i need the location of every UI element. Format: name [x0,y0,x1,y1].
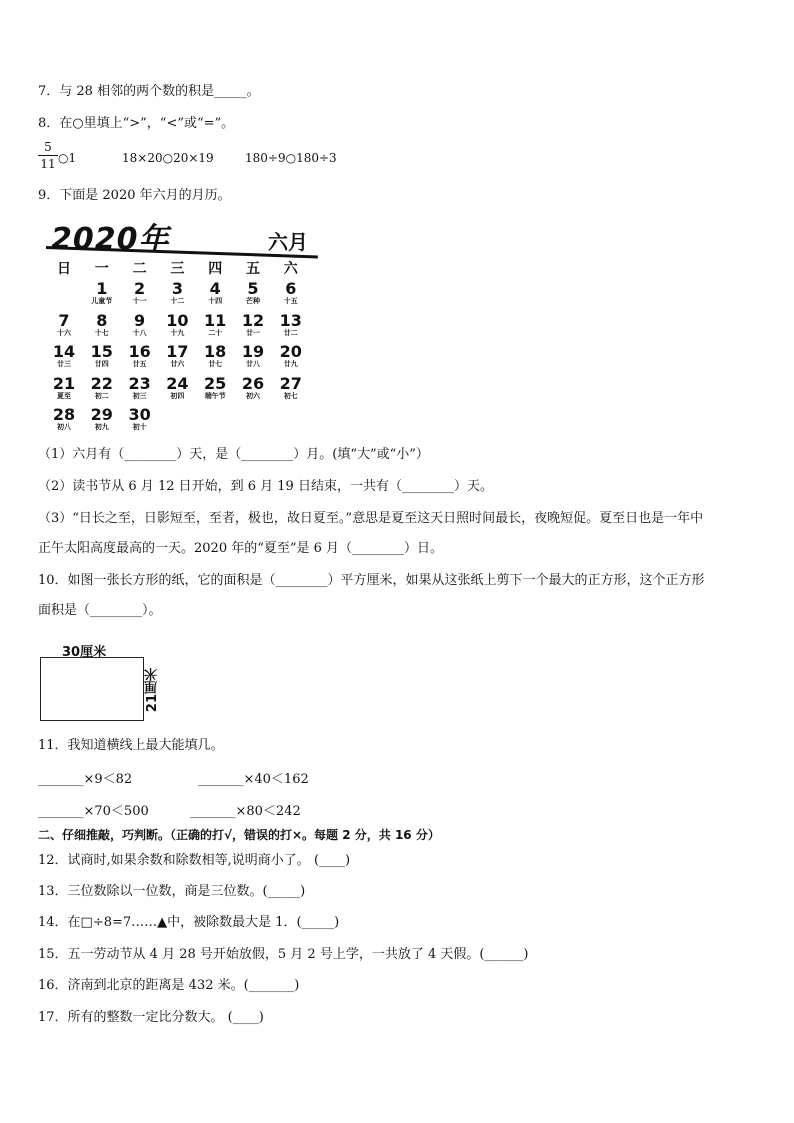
calendar-day-number: 28 [52,405,76,424]
question-14: 14．在□÷8=7……▲中，被除数最大是 1．(_____) [38,915,340,930]
rectangle-figure [40,657,144,721]
calendar-day-lunar: 初九 [94,423,109,431]
calendar-weekday: 三 [170,261,185,277]
calendar-weekday: 四 [208,261,223,277]
calendar-day [159,343,195,369]
rect-width-label: 30厘米 [62,645,107,660]
calendar-day-number: 14 [52,342,76,361]
calendar-day [197,343,233,369]
calendar-day [46,343,82,369]
calendar-day [122,406,158,432]
question-9-3-line1: （3）“日长之至，日影短至，至者，极也，故日夏至。”意思是夏至这天日照时间最长，夜晚短促。夏至日也是一年中 [38,511,704,526]
section-2-heading: 二、仔细推敲，巧判断。（正确的打√，错误的打×。每题 2 分，共 16 分） [38,828,440,842]
calendar-day-number: 30 [128,405,151,424]
calendar-day-lunar: 十五 [283,297,298,305]
calendar-day [122,312,158,338]
calendar-day-number: 17 [166,342,189,361]
calendar-day [122,280,158,306]
calendar-day-number: 19 [241,342,265,361]
calendar-day-lunar: 初十 [132,423,147,431]
question-7: 7．与 28 相邻的两个数的积是_____。 [38,84,260,99]
fraction [38,140,58,171]
calendar-day-lunar: 廿九 [283,360,298,368]
calendar-weekday: 六 [283,261,298,277]
calendar-day-lunar: 端午节 [204,391,226,400]
calendar-year: 2020年 [51,222,170,257]
inequality-3: _______×70＜500 [38,804,149,819]
question-16: 16．济南到北京的距离是 432 米。(_______) [38,978,300,993]
calendar-day-number: 20 [279,342,302,361]
calendar-day [273,343,309,369]
calendar-day [197,312,233,338]
compare-item-3: 180÷9○180÷3 [245,151,337,165]
calendar-day [122,375,158,401]
fraction-bar [38,155,58,156]
calendar-day-number: 2 [134,279,146,298]
calendar-day-lunar: 十四 [208,297,223,305]
calendar-day [84,343,120,369]
calendar-day [46,406,82,432]
calendar-day [84,375,120,401]
calendar-day-number: 23 [128,373,151,393]
calendar-day [84,406,120,432]
calendar-day-lunar: 二十 [208,328,223,337]
calendar-day [197,280,233,306]
calendar-weekday: 五 [246,261,260,277]
calendar-day-lunar: 廿四 [94,360,109,368]
calendar-day-number: 24 [166,373,189,393]
calendar-day [273,280,309,306]
calendar-day-number: 21 [52,373,76,393]
calendar-day-number: 4 [209,279,221,298]
calendar-day [197,375,233,401]
calendar-weekday: 二 [132,261,147,277]
question-9-3-line2: 正午太阳高度最高的一天。2020 年的“夏至”是 6 月（________）日。 [38,541,444,556]
inequality-1: _______×9＜82 [38,772,133,787]
question-9-1: （1）六月有（________）天，是（________）月。(填“大”或“小”） [38,447,429,462]
calendar-day [235,280,271,306]
compare-item-1: ○1 [58,151,77,165]
calendar-day [235,343,271,369]
fraction-numerator: 5 [44,140,52,154]
calendar-day-number: 18 [204,342,227,361]
calendar-day-number: 15 [90,342,113,361]
calendar-day-number: 12 [241,310,265,330]
question-9-2: （2）读书节从 6 月 12 日开始，到 6 月 19 日结束，一共有（________）天。 [38,479,493,494]
calendar-day-lunar: 廿五 [132,360,147,368]
calendar-weekday: 日 [57,261,71,277]
fraction-denominator: 11 [40,157,56,171]
calendar-day-lunar: 初三 [132,391,147,400]
calendar-day [46,375,82,401]
question-10-line1: 10．如图一张长方形的纸，它的面积是（________）平方厘米，如果从这张纸上剪下一个最大的正方形，这个正方形 [38,573,705,588]
calendar-day-lunar: 十一 [132,297,147,305]
question-9: 9．下面是 2020 年六月的月历。 [38,188,231,203]
calendar-day [235,312,271,338]
calendar-month: 六月 [268,230,308,254]
calendar-day-number: 11 [204,310,227,330]
calendar-day-lunar: 初四 [170,391,185,400]
calendar-day-lunar: 十八 [132,328,147,337]
calendar-day [235,375,271,401]
calendar-day-number: 27 [279,373,302,393]
calendar-day [122,343,158,369]
calendar-day [159,280,195,306]
calendar-day-number: 3 [171,279,183,298]
calendar-day [273,312,309,338]
calendar-day-lunar: 廿二 [283,328,298,337]
calendar-day [84,312,120,338]
rect-height-label: 21厘米 [145,668,160,713]
calendar-day-lunar: 十七 [94,328,109,337]
calendar-day-number: 26 [241,373,265,393]
calendar-day-lunar: 十九 [170,328,185,337]
calendar-day-number: 5 [247,279,259,298]
calendar-day-lunar: 初七 [283,391,298,400]
calendar-day-number: 10 [166,310,189,330]
calendar-day-number: 8 [96,310,108,330]
inequality-4: _______×80＜242 [190,804,301,819]
calendar-day-number: 7 [58,310,70,330]
question-10-line2: 面积是（________）。 [38,603,162,618]
calendar-day [159,375,195,401]
calendar-day [84,280,120,306]
question-13: 13．三位数除以一位数，商是三位数。(_____) [38,884,306,899]
calendar-day-lunar: 十六 [57,328,71,337]
calendar-day [46,312,82,338]
compare-item-2: 18×20○20×19 [122,151,214,165]
calendar-day-lunar: 廿八 [246,360,260,368]
calendar-day-lunar: 廿三 [57,360,71,368]
calendar-day-lunar: 廿七 [208,360,223,368]
calendar-day-lunar: 芒种 [246,297,260,305]
calendar-day-number: 29 [90,405,113,424]
question-15: 15．五一劳动节从 4 月 28 号开始放假，5 月 2 号上学，一共放了 4 天假。(______) [38,947,529,962]
calendar-day-number: 6 [285,279,297,298]
question-17: 17．所有的整数一定比分数大。 (____) [38,1010,264,1025]
calendar-day-lunar: 十二 [170,297,185,305]
calendar-day-lunar: 初八 [57,423,71,431]
calendar-weekday: 一 [94,261,109,277]
calendar-day-number: 13 [279,310,302,330]
calendar-image [46,212,320,438]
calendar-day-lunar: 初六 [246,391,260,400]
calendar-day-lunar: 儿童节 [91,297,113,305]
calendar-day [159,312,195,338]
calendar-day-lunar: 廿六 [170,360,185,368]
question-11: 11．我知道横线上最大能填几。 [38,738,224,753]
inequality-2: _______×40＜162 [198,772,309,787]
calendar-day-number: 25 [204,373,227,393]
calendar-day-number: 22 [90,373,113,393]
calendar-day-number: 9 [134,310,146,330]
question-8: 8．在○里填上“>”，“<”或“=”。 [38,116,235,131]
calendar-day-lunar: 初二 [94,391,109,400]
question-12: 12．试商时,如果余数和除数相等,说明商小了。 (____) [38,853,351,868]
calendar-day-number: 16 [128,342,151,361]
calendar-day-number: 1 [96,279,108,298]
calendar-day-lunar: 廿一 [246,328,260,337]
calendar-day-lunar: 夏至 [57,391,71,400]
calendar-day [273,375,309,401]
